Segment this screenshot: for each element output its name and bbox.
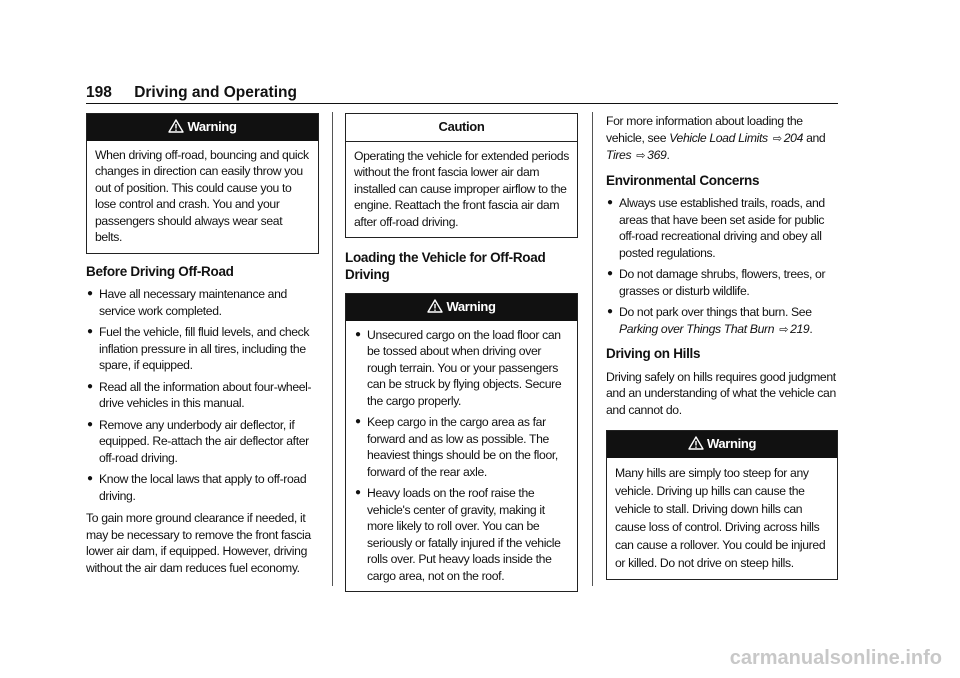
- heading-before-off-road: Before Driving Off-Road: [86, 263, 234, 279]
- load-info-paragraph: For more information about loading the vehicle, see Vehicle Load Limits ⇨ 204 and Tires ⇨ 369.: [606, 114, 826, 162]
- warning-box: [606, 430, 838, 580]
- list-item: ● Remove any underbody air deflector, if equipped. Re-attach the air deflector after off-road driving.: [87, 417, 309, 465]
- page-number: 198: [86, 84, 112, 101]
- list-item: ● Do not park over things that burn. See Parking over Things That Burn ⇨ 219.: [607, 305, 813, 336]
- bullet-icon: ●: [607, 306, 613, 317]
- warning-header: [346, 294, 577, 321]
- list-item: ● Read all the information about four-wheel-drive vehicles in this manual.: [87, 379, 312, 410]
- warning-header: [87, 114, 318, 141]
- bullet-list: [86, 286, 319, 504]
- column-2: [345, 113, 578, 602]
- page-ref-arrow-icon: ⇨: [779, 323, 789, 336]
- bullet-icon: ●: [355, 416, 361, 427]
- warning-title: Warning: [446, 299, 496, 314]
- bullet-icon: ●: [355, 487, 361, 498]
- page-header: [86, 84, 297, 102]
- list-item: ● Keep cargo in the cargo area as far forward and as low as possible. The heaviest things should be on the floor, forward of the rear axle.: [355, 415, 558, 479]
- heading-driving-on-hills: Driving on Hills: [606, 346, 701, 361]
- warning-bullet-list: [354, 327, 569, 585]
- list-item: ● Unsecured cargo on the load floor can be tossed about when driving over rough terrain. You or your passengers can be struck by flying objects. Secure the cargo properly.: [355, 327, 562, 408]
- list-item: ● Always use established trails, roads, and areas that have been set aside for public off-road recreational driving and obey all posted regulations.: [607, 196, 825, 260]
- warning-triangle-icon: [168, 119, 184, 133]
- warning-box: [345, 293, 578, 592]
- warning-text: When driving off-road, bouncing and quick changes in direction can easily throw you out of position. This could cause you to lose control and crash. You and your passengers should always wear seat belts.: [95, 147, 309, 244]
- heading-environmental-concerns: Environmental Concerns: [606, 172, 760, 188]
- bullet-icon: ●: [87, 418, 93, 430]
- bullet-icon: ●: [87, 288, 93, 299]
- warning-title: Warning: [706, 436, 757, 451]
- heading-loading-vehicle: Loading the Vehicle for Off-Road Driving: [345, 250, 546, 282]
- column-divider-2: [592, 112, 593, 586]
- column-divider-1: [332, 112, 333, 586]
- warning-triangle-icon: [688, 436, 704, 450]
- paragraph: Driving safely on hills requires good judgment and an understanding of what the vehicle can and cannot do.: [606, 369, 836, 417]
- page-ref-arrow-icon: ⇨: [772, 132, 782, 145]
- column-3: [606, 113, 838, 590]
- list-item: ● Know the local laws that apply to off-road driving.: [87, 472, 307, 503]
- link-parking-over-things-that-burn[interactable]: Parking over Things That Burn ⇨ 219: [619, 321, 810, 336]
- page-ref-arrow-icon: ⇨: [636, 150, 646, 162]
- paragraph: To gain more ground clearance if needed, it may be necessary to remove the front fascia lower air dam, if equipped. However, driving without the air dam reduces fuel economy.: [86, 511, 311, 575]
- warning-title: Warning: [187, 119, 237, 134]
- warning-header: [607, 431, 837, 458]
- list-item: ● Have all necessary maintenance and service work completed.: [87, 287, 287, 318]
- bullet-icon: ●: [87, 326, 93, 337]
- link-tires[interactable]: Tires ⇨ 369: [606, 148, 667, 162]
- bullet-icon: ●: [87, 473, 93, 484]
- list-item: ● Heavy loads on the roof raise the vehicle's center of gravity, making it more likely to roll over. You can be seriously or fatally injured if the vehicle rolls over. Put heavy loads inside the cargo area, not on the roof.: [355, 486, 561, 583]
- warning-text: Many hills are simply too steep for any vehicle. Driving up hills can cause the vehicle to stall. Driving down hills can cause loss of control. Driving across hills can cause a rollover. You could be injured or killed. Do not drive on steep hills.: [615, 465, 826, 570]
- bullet-icon: ●: [607, 268, 613, 279]
- bullet-icon: ●: [87, 380, 93, 392]
- watermark: carmanualsonline.info: [729, 647, 942, 669]
- caution-text: Operating the vehicle for extended periods without the front fascia lower air dam installed can cause improper airflow to the engine. Reattach the front fascia air dam after off-road driving.: [354, 148, 569, 229]
- header-rule: [86, 103, 838, 104]
- list-item: ● Do not damage shrubs, flowers, trees, or grasses or disturb wildlife.: [607, 267, 826, 298]
- warning-box: [86, 113, 319, 254]
- section-title: Driving and Operating: [134, 84, 297, 101]
- warning-triangle-icon: [427, 299, 443, 313]
- bullet-icon: ●: [607, 197, 613, 208]
- bullet-icon: ●: [355, 328, 361, 340]
- column-1: [86, 113, 319, 584]
- link-vehicle-load-limits[interactable]: Vehicle Load Limits ⇨ 204: [669, 130, 804, 145]
- caution-title: Caution: [346, 114, 577, 142]
- list-item: ● Fuel the vehicle, fill fluid levels, and check inflation pressure in all tires, including the spare, if equipped.: [87, 325, 310, 372]
- bullet-list: [606, 195, 838, 338]
- caution-box: [345, 113, 578, 238]
